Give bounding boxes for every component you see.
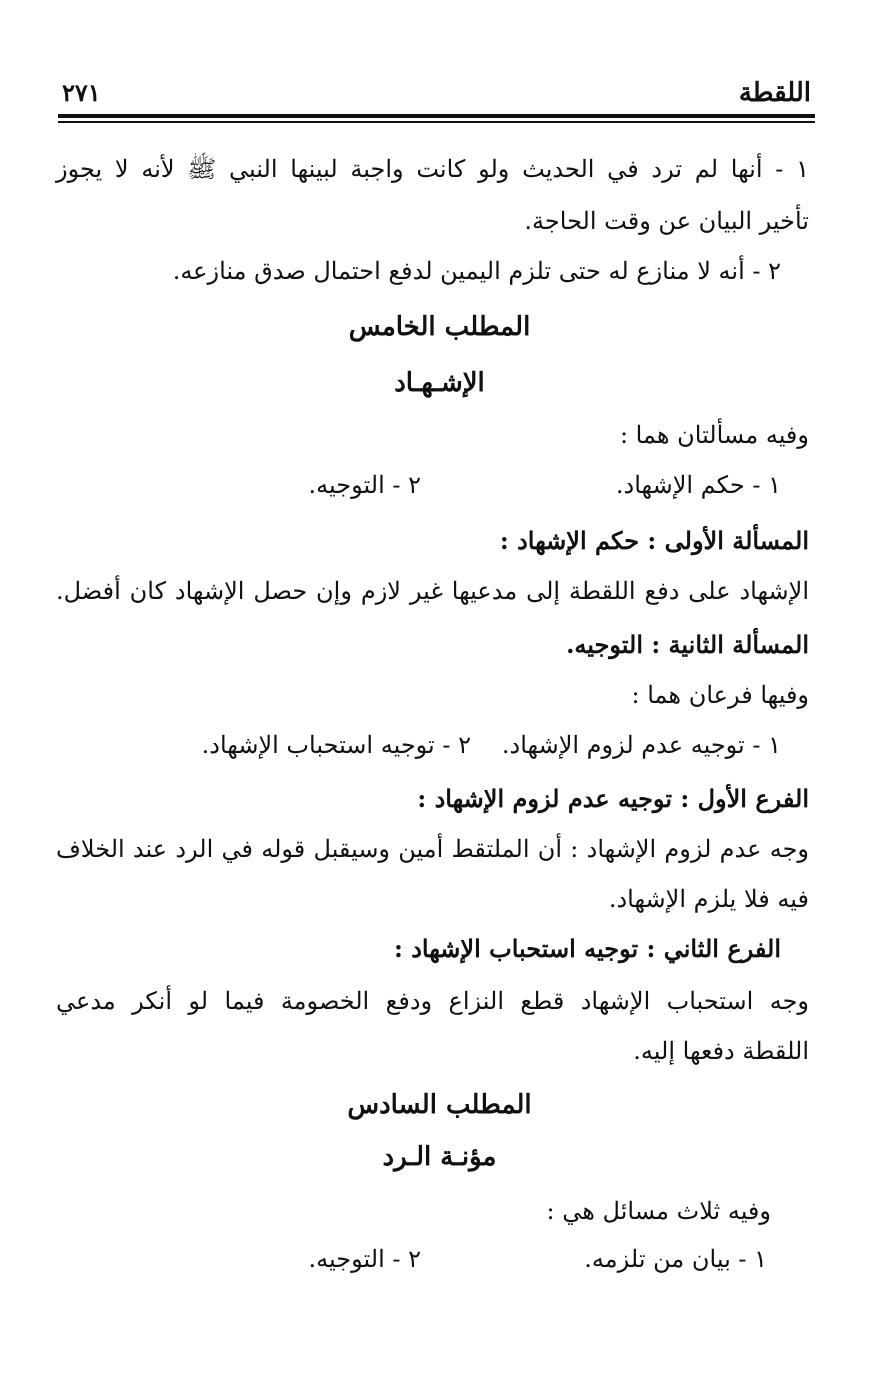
section-5-title: الإشـهـاد bbox=[394, 368, 485, 398]
header-rule-thin bbox=[58, 121, 815, 123]
branch-2-line-1: وجه استحباب الإشهاد قطع النزاع ودفع الخصومة فيما لو أنكر مدعي bbox=[56, 987, 809, 1015]
section-6-heading: المطلب السادس bbox=[347, 1090, 532, 1120]
intro-item-1-line-1: ١ - أنها لم ترد في الحديث ولو كانت واجبة لبينها النبي ﷺ لأنه لا يجوز bbox=[56, 155, 809, 183]
question-2-list-item-2: ٢ - توجيه استحباب الإشهاد. bbox=[201, 731, 471, 759]
section-6-list-item-1: ١ - بيان من تلزمه. bbox=[584, 1245, 767, 1273]
question-1-heading: المسألة الأولى : حكم الإشهاد : bbox=[499, 526, 809, 555]
question-2-list-item-1: ١ - توجيه عدم لزوم الإشهاد. bbox=[501, 731, 781, 759]
branch-2-heading: الفرع الثاني : توجيه استحباب الإشهاد : bbox=[394, 934, 781, 963]
branch-1-heading: الفرع الأول : توجيه عدم لزوم الإشهاد : bbox=[417, 784, 809, 813]
branch-1-line-1: وجه عدم لزوم الإشهاد : أن الملتقط أمين وسيقبل قوله في الرد عند الخلاف bbox=[56, 835, 809, 863]
section-6-list-item-2: ٢ - التوجيه. bbox=[308, 1245, 421, 1273]
question-2-heading: المسألة الثانية : التوجيه. bbox=[566, 630, 809, 659]
header-rule-thick bbox=[58, 114, 815, 118]
branch-2-line-2: اللقطة دفعها إليه. bbox=[633, 1037, 809, 1065]
section-6-title: مؤنـة الـرد bbox=[382, 1142, 497, 1172]
intro-item-1-line-2: تأخير البيان عن وقت الحاجة. bbox=[524, 207, 809, 235]
section-5-heading: المطلب الخامس bbox=[348, 312, 531, 342]
page-number: ٢٧١ bbox=[62, 78, 101, 107]
section-6-intro: وفيه ثلاث مسائل هي : bbox=[546, 1197, 771, 1225]
section-5-list-item-2: ٢ - التوجيه. bbox=[308, 471, 421, 499]
section-5-intro: وفيه مسألتان هما : bbox=[619, 421, 809, 449]
branch-1-line-2: فيه فلا يلزم الإشهاد. bbox=[608, 885, 809, 913]
running-header-title: اللقطة bbox=[738, 78, 811, 108]
intro-item-2: ٢ - أنه لا منازع له حتى تلزم اليمين لدفع احتمال صدق منازعه. bbox=[172, 257, 781, 285]
question-1-text: الإشهاد على دفع اللقطة إلى مدعيها غير لازم وإن حصل الإشهاد كان أفضل. bbox=[56, 577, 809, 605]
section-5-list-item-1: ١ - حكم الإشهاد. bbox=[615, 471, 781, 499]
question-2-intro: وفيها فرعان هما : bbox=[631, 681, 809, 709]
